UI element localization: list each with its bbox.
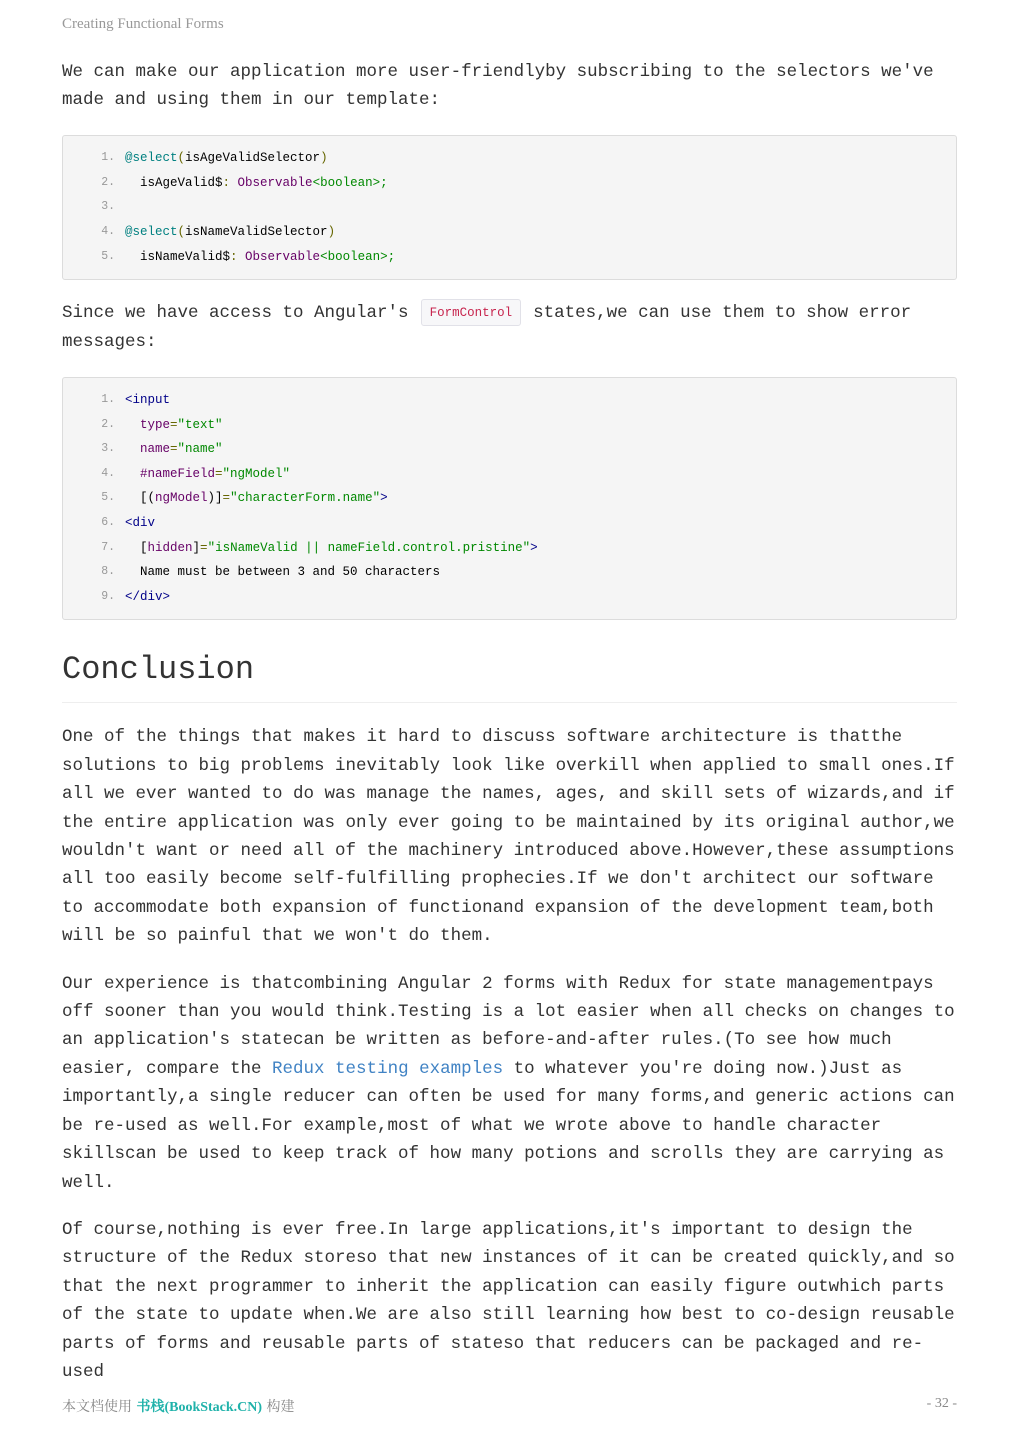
code-text	[125, 171, 388, 196]
code-token: )	[327, 224, 336, 239]
code-token: ngModel	[155, 491, 208, 506]
line-number: 8.	[101, 565, 115, 579]
code-token: =	[222, 491, 231, 506]
formcontrol-text-after: states,we can use them to show error messages:	[62, 303, 912, 352]
code-line	[63, 511, 956, 536]
code-text	[125, 388, 170, 413]
code-token: "text"	[177, 417, 223, 432]
line-number: 2.	[101, 417, 115, 431]
line-number: 3.	[101, 200, 115, 214]
code-token: "isNameValid || nameField.control.pristine"	[207, 540, 531, 555]
code-token: ]	[192, 540, 201, 555]
code-token	[125, 467, 140, 481]
code-line	[63, 585, 956, 610]
code-token: >	[530, 540, 538, 555]
line-number: 4.	[101, 224, 115, 238]
code-token: <boolean>;	[312, 175, 388, 190]
code-token: )]	[207, 491, 223, 506]
code-token: =	[200, 540, 208, 555]
code-block-template	[62, 377, 957, 620]
line-number: 3.	[101, 442, 115, 456]
code-line	[63, 560, 956, 585]
code-line	[63, 486, 956, 511]
paragraph-2-text-after: to whatever you're doing now.)Just as importantly,a single reducer can often be used for many forms,and generic actions can be re-used as well.For example,most of what we wrote above to handle character skillscan be used to keep track of how many potions and scrolls they are carrying as well.	[62, 1058, 955, 1193]
line-number: 1.	[101, 150, 115, 164]
code-text	[125, 220, 335, 245]
code-token: >	[380, 491, 388, 506]
code-token: :	[230, 249, 246, 264]
code-token: :	[222, 175, 238, 190]
code-line	[63, 462, 956, 487]
line-number: 5.	[101, 249, 115, 263]
code-token: </div>	[125, 589, 171, 604]
code-token: isNameValidSelector	[185, 224, 328, 239]
code-token: isAgeValidSelector	[185, 150, 321, 165]
intro-paragraph: We can make our application more user-friendlyby subscribing to the selectors we've made and using them in our template:	[62, 62, 934, 111]
formcontrol-text-before: Since we have access to Angular's	[62, 303, 409, 324]
code-line	[63, 220, 956, 245]
code-token: (	[177, 224, 186, 239]
code-text	[125, 511, 155, 536]
code-token: =	[170, 417, 178, 432]
code-text	[125, 462, 290, 487]
code-line	[63, 245, 956, 270]
code-block-selectors	[62, 135, 957, 280]
line-number: 1.	[101, 393, 115, 407]
footer-credit	[62, 1396, 295, 1416]
code-text	[125, 437, 223, 462]
code-token: name	[140, 442, 171, 457]
inline-code-formcontrol: FormControl	[421, 299, 522, 326]
code-token: (	[177, 150, 186, 165]
code-line	[63, 195, 956, 220]
line-number: 5.	[101, 491, 115, 505]
code-text	[125, 146, 328, 171]
code-token: )	[320, 150, 328, 165]
line-number: 4.	[101, 466, 115, 480]
formcontrol-paragraph	[62, 299, 957, 356]
code-token: <div	[125, 516, 156, 531]
code-token	[125, 418, 140, 432]
code-text	[125, 585, 170, 610]
code-line	[63, 388, 956, 413]
page-content	[62, 58, 957, 1405]
code-line	[63, 146, 956, 171]
code-token: <boolean>;	[320, 249, 396, 264]
code-token: isNameValid$	[125, 249, 231, 264]
line-number: 2.	[101, 175, 115, 189]
code-token: [	[125, 540, 148, 555]
code-token: Name must be between 3 and 50 characters	[125, 565, 441, 580]
code-token: "characterForm.name"	[230, 491, 381, 506]
code-token: [(	[125, 491, 156, 506]
code-token: <input	[125, 393, 171, 408]
line-number: 7.	[101, 540, 115, 554]
page-footer	[62, 1396, 957, 1416]
conclusion-paragraph-3: Of course,nothing is ever free.In large applications,it's important to design the structure of the Redux storeso that new instances of it can be created quickly,and so that the next programmer to inherit the application can easily figure outwhich parts of the state to update when.We are also still learning how best to co-design reusable parts of forms and reusable parts of stateso that reducers can be packaged and re-used	[62, 1219, 955, 1382]
code-token: "name"	[177, 442, 223, 457]
code-line	[63, 437, 956, 462]
footer-brand-link[interactable]: 书栈(BookStack.CN)	[136, 1400, 263, 1415]
code-token: =	[170, 442, 178, 457]
code-token: Observable	[237, 175, 313, 190]
conclusion-paragraph-1: One of the things that makes it hard to discuss software architecture is thatthe solutions to big problems inevitably look like overkill when applied to small ones.If all we ever wanted to do was manage the names, ages, and skill sets of wizards,and if the entire application was only ever going to be maintained by its original author,we wouldn't want or need all of the machinery introduced above.However,these assumptions all too easily become self-fulfilling prophecies.If we don't architect our software to accommodate both expansion of functionand expansion of the development team,both will be so painful that we won't do them.	[62, 727, 955, 947]
code-token: #nameField	[140, 466, 216, 481]
code-text	[125, 536, 538, 561]
code-token: isAgeValid$	[125, 175, 223, 190]
line-number: 6.	[101, 516, 115, 530]
code-token: hidden	[147, 540, 193, 555]
code-token: type	[140, 417, 171, 432]
code-text	[125, 245, 395, 270]
code-token: Observable	[245, 249, 321, 264]
conclusion-paragraph-2	[62, 970, 957, 1197]
code-token: @select	[125, 150, 178, 165]
conclusion-heading: Conclusion	[62, 650, 957, 703]
code-token: "ngModel"	[222, 466, 291, 481]
footer-prefix: 本文档使用	[62, 1399, 132, 1415]
code-token: @select	[125, 224, 178, 239]
code-token: =	[215, 466, 223, 481]
code-line	[63, 171, 956, 196]
paragraph-2-text-before: Our experience is thatcombining Angular 2 forms with Redux for state managementpays off sooner than you would think.Testing is a lot easier when all checks on changes to an application's statecan be written as before-and-after rules.(To see how much easier, compare the	[62, 973, 955, 1079]
code-token	[125, 442, 140, 456]
code-line	[63, 536, 956, 561]
redux-testing-examples-link[interactable]: Redux testing examples	[272, 1058, 504, 1079]
footer-suffix: 构建	[266, 1399, 295, 1415]
code-text	[125, 413, 223, 438]
page-number: - 32 -	[926, 1396, 957, 1411]
code-text	[125, 486, 388, 511]
code-line	[63, 413, 956, 438]
code-text	[125, 560, 440, 585]
line-number: 9.	[101, 589, 115, 603]
page-header: Creating Functional Forms	[62, 16, 224, 32]
